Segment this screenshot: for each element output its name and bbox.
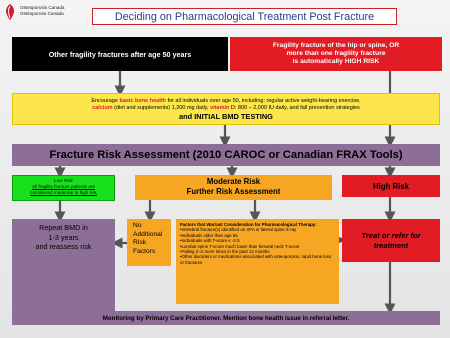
no-additional-risk-factors-box <box>127 219 171 266</box>
moderate-risk-box <box>135 175 332 200</box>
other-fragility-fractures-box: Other fragility fractures after age 50 years <box>12 37 228 71</box>
repeat-bmd-box <box>12 219 115 311</box>
encourage-highlight-vitamin: vitamin <box>210 105 230 111</box>
page-title: Deciding on Pharmacological Treatment Post Fracture <box>92 8 397 25</box>
treat-or-refer-box <box>342 219 440 262</box>
factor-item: •Individuals older than age 65 <box>180 232 238 238</box>
encourage-line-1 <box>13 98 439 105</box>
encourage-highlight-calcium: calcium <box>92 105 113 111</box>
no-factors-line-2: Additional <box>133 230 163 238</box>
repeat-bmd-line-2: 1-3 years <box>48 232 79 242</box>
encourage-text-1: Encourage <box>91 98 120 104</box>
treat-line-1: Treat or refer for <box>361 230 421 240</box>
factor-item: •Individuals with T-score ≤ -2.5 <box>180 238 240 244</box>
factor-item: •Lumbar spine T-score much lower than femoral neck T-score <box>180 243 300 249</box>
factor-item: •Vertebral fracture(s) identified on VFA or lateral spine X-ray <box>180 227 297 233</box>
encourage-text-3: (diet and supplements) 1,200 mg daily, <box>112 105 211 111</box>
logo-line-2: Ostéoporose Canada <box>20 11 64 16</box>
pharmacological-factors-box <box>176 219 339 304</box>
no-factors-line-4: Factors <box>133 247 156 255</box>
high-risk-box: High Risk <box>342 175 440 197</box>
low-risk-desc-2: considered moderate to high risk <box>30 190 97 195</box>
hip-spine-fracture-box <box>230 37 442 71</box>
encourage-line-2 <box>13 105 439 112</box>
moderate-risk-subtitle: Further Risk Assessment <box>186 187 281 196</box>
moderate-risk-title: Moderate Risk <box>206 177 261 186</box>
monitoring-footer: Monitoring by Primary Care Practitioner. Mention bone health issue in referral letter. <box>12 311 440 325</box>
repeat-bmd-line-1: Repeat BMD in <box>39 223 88 232</box>
low-risk-box <box>12 175 115 201</box>
factor-item: •Other disorders or medications associated with osteoporosis, rapid bone loss or fractures <box>180 254 332 265</box>
low-risk-desc-1: All fragility fracture patients are <box>31 184 96 189</box>
factor-item: •Falling 2 or more times in the past 12 months <box>180 249 270 255</box>
fracture-risk-assessment-header: Fracture Risk Assessment (2010 CAROC or Canadian FRAX Tools) <box>12 144 440 166</box>
no-factors-line-3: Risk <box>133 239 147 247</box>
initial-bmd-testing: and INITIAL BMD TESTING <box>179 112 273 121</box>
hip-spine-line-2: more than one fragility fracture <box>286 49 386 57</box>
low-risk-title: Low Risk <box>54 178 73 183</box>
hip-spine-line-3: is automatically HIGH RISK <box>292 58 380 66</box>
encourage-text-4: D: 800 – 2,000 IU daily, and fall prevention strategies <box>229 105 360 111</box>
logo-line-1: Osteoporosis Canada <box>20 5 65 10</box>
repeat-bmd-line-3: and reassess risk <box>35 242 92 251</box>
encourage-text-2: for all individuals over age 50, including: regular active weight-bearing exercise, <box>165 98 361 104</box>
treat-line-2: treatment <box>373 240 409 250</box>
encourage-highlight-bone-health: basic bone health <box>119 98 166 104</box>
hip-spine-line-1: Fragility fracture of the hip or spine, OR <box>272 41 400 49</box>
basic-bone-health-box <box>12 93 440 125</box>
no-factors-line-1: No <box>133 222 142 229</box>
factors-heading: Factors that Warrant Consideration for Pharmacological Therapy: <box>180 222 317 227</box>
